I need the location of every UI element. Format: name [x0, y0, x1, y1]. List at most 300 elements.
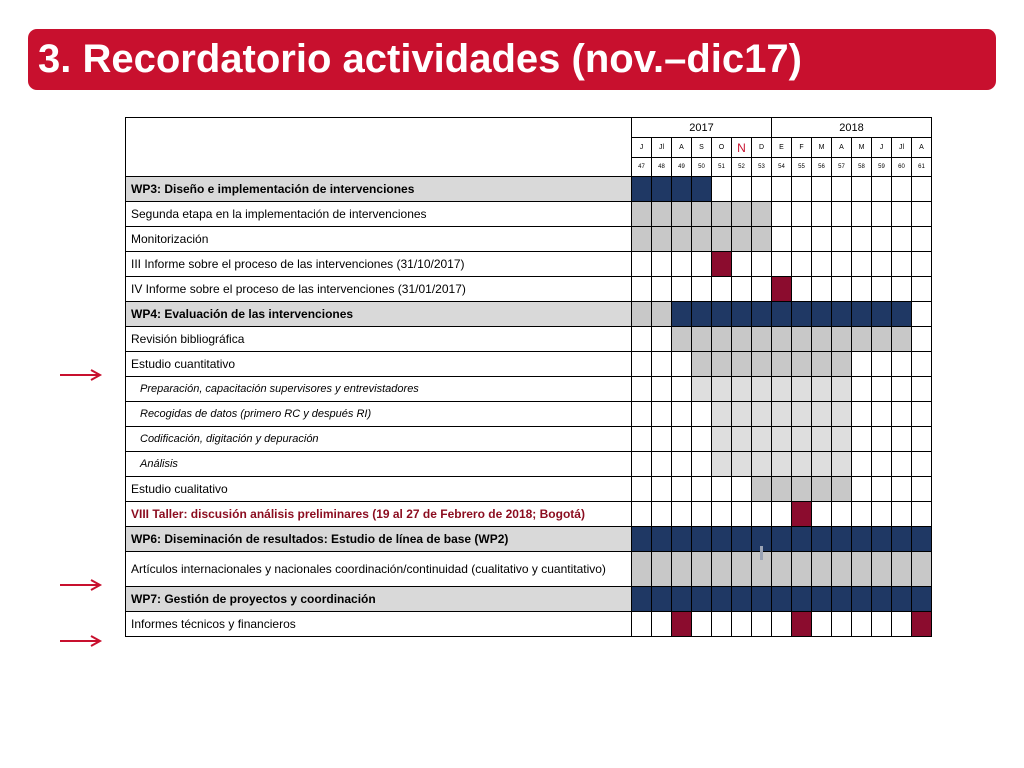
timeline-cell: [792, 502, 812, 527]
activity-row: [126, 427, 932, 452]
timeline-cell: [632, 277, 652, 302]
timeline-cell: [712, 302, 732, 327]
timeline-cell: [832, 552, 852, 587]
week-number: 48: [652, 158, 672, 177]
timeline-cell: [812, 502, 832, 527]
timeline-cell: [912, 427, 932, 452]
timeline-cell: [872, 402, 892, 427]
timeline-cell: [632, 477, 652, 502]
timeline-cell: [812, 352, 832, 377]
timeline-cell: [712, 452, 732, 477]
timeline-cell: [872, 502, 892, 527]
timeline-cell: [652, 302, 672, 327]
timeline-cell: [812, 377, 832, 402]
timeline-cell: [872, 227, 892, 252]
timeline-cell: [712, 427, 732, 452]
timeline-cell: [872, 587, 892, 612]
timeline-cell: [872, 527, 892, 552]
timeline-cell: [912, 377, 932, 402]
timeline-cell: [832, 302, 852, 327]
timeline-cell: [772, 402, 792, 427]
activity-row: [126, 477, 932, 502]
month-header: M: [852, 138, 872, 158]
timeline-cell: [812, 227, 832, 252]
timeline-cell: [912, 302, 932, 327]
work-package-row: [126, 587, 932, 612]
activity-label: Estudio cuantitativo: [126, 352, 632, 377]
timeline-cell: [672, 452, 692, 477]
timeline-cell: [652, 352, 672, 377]
timeline-cell: [692, 252, 712, 277]
timeline-cell: [672, 402, 692, 427]
arrow-estudio-cuantitativo-icon: [58, 367, 104, 383]
activity-label: III Informe sobre el proceso de las intervenciones (31/10/2017): [126, 252, 632, 277]
timeline-cell: [672, 352, 692, 377]
timeline-cell: [692, 177, 712, 202]
timeline-cell: [792, 302, 812, 327]
arrow-articulos-icon: [58, 577, 104, 593]
timeline-cell: [632, 427, 652, 452]
timeline-cell: [732, 477, 752, 502]
activity-row: [126, 202, 932, 227]
timeline-cell: [632, 587, 652, 612]
activity-label: Recogidas de datos (primero RC y después RI): [126, 402, 632, 427]
timeline-cell: [692, 402, 712, 427]
month-header: D: [752, 138, 772, 158]
timeline-cell: [792, 452, 812, 477]
timeline-cell: [632, 402, 652, 427]
timeline-cell: [892, 252, 912, 277]
timeline-cell: [752, 177, 772, 202]
activity-label: WP6: Diseminación de resultados: Estudio de línea de base (WP2): [126, 527, 632, 552]
timeline-cell: [732, 352, 752, 377]
activity-row: [126, 352, 932, 377]
activity-label: IV Informe sobre el proceso de las intervenciones (31/01/2017): [126, 277, 632, 302]
timeline-cell: [632, 502, 652, 527]
week-number: 60: [892, 158, 912, 177]
timeline-cell: [672, 587, 692, 612]
timeline-cell: [812, 402, 832, 427]
timeline-cell: [832, 502, 852, 527]
arrow-informes-icon: [58, 633, 104, 649]
timeline-cell: [872, 427, 892, 452]
timeline-cell: [912, 552, 932, 587]
timeline-cell: [712, 377, 732, 402]
timeline-cell: [652, 277, 672, 302]
timeline-cell: [732, 227, 752, 252]
timeline-cell: [832, 352, 852, 377]
header-corner: [126, 118, 632, 177]
timeline-cell: [852, 327, 872, 352]
timeline-cell: [812, 427, 832, 452]
cursor-marker: [760, 546, 763, 560]
activity-label: WP4: Evaluación de las intervenciones: [126, 302, 632, 327]
timeline-cell: [632, 302, 652, 327]
activity-label: Análisis: [126, 452, 632, 477]
timeline-cell: [772, 452, 792, 477]
timeline-cell: [752, 327, 772, 352]
timeline-cell: [872, 277, 892, 302]
timeline-cell: [772, 352, 792, 377]
timeline-cell: [892, 202, 912, 227]
timeline-cell: [892, 587, 912, 612]
timeline-cell: [832, 277, 852, 302]
timeline-cell: [912, 327, 932, 352]
month-header: A: [672, 138, 692, 158]
timeline-cell: [852, 302, 872, 327]
timeline-cell: [732, 277, 752, 302]
timeline-cell: [632, 352, 652, 377]
timeline-cell: [832, 202, 852, 227]
timeline-cell: [832, 252, 852, 277]
timeline-cell: [872, 377, 892, 402]
timeline-cell: [912, 587, 932, 612]
timeline-cell: [792, 177, 812, 202]
timeline-cell: [712, 527, 732, 552]
activity-label: Segunda etapa en la implementación de intervenciones: [126, 202, 632, 227]
timeline-cell: [772, 177, 792, 202]
week-number: 50: [692, 158, 712, 177]
timeline-cell: [672, 527, 692, 552]
timeline-cell: [812, 277, 832, 302]
activity-label: Estudio cualitativo: [126, 477, 632, 502]
page-title: 3. Recordatorio actividades (nov.–dic17): [38, 37, 802, 81]
month-header: J: [872, 138, 892, 158]
timeline-cell: [852, 202, 872, 227]
timeline-cell: [692, 527, 712, 552]
timeline-cell: [692, 227, 712, 252]
timeline-cell: [772, 527, 792, 552]
timeline-cell: [652, 252, 672, 277]
timeline-cell: [852, 177, 872, 202]
week-number: 58: [852, 158, 872, 177]
timeline-cell: [812, 552, 832, 587]
timeline-cell: [892, 612, 912, 637]
timeline-cell: [692, 327, 712, 352]
timeline-cell: [792, 202, 812, 227]
week-number: 47: [632, 158, 652, 177]
timeline-cell: [812, 612, 832, 637]
timeline-cell: [692, 427, 712, 452]
timeline-cell: [832, 327, 852, 352]
timeline-cell: [692, 277, 712, 302]
timeline-cell: [812, 202, 832, 227]
timeline-cell: [752, 612, 772, 637]
work-package-row: [126, 302, 932, 327]
timeline-cell: [892, 227, 912, 252]
timeline-cell: [772, 302, 792, 327]
timeline-cell: [792, 352, 812, 377]
activity-row: [126, 402, 932, 427]
year-header-row: [126, 118, 932, 138]
timeline-cell: [652, 327, 672, 352]
timeline-cell: [772, 252, 792, 277]
timeline-cell: [852, 352, 872, 377]
timeline-cell: [792, 427, 812, 452]
timeline-cell: [772, 377, 792, 402]
timeline-cell: [752, 302, 772, 327]
timeline-cell: [852, 402, 872, 427]
timeline-cell: [772, 277, 792, 302]
timeline-cell: [652, 227, 672, 252]
week-number: 59: [872, 158, 892, 177]
timeline-cell: [752, 427, 772, 452]
timeline-cell: [672, 612, 692, 637]
month-header: F: [792, 138, 812, 158]
timeline-cell: [712, 352, 732, 377]
timeline-cell: [912, 477, 932, 502]
timeline-cell: [892, 327, 912, 352]
month-header: M: [812, 138, 832, 158]
timeline-cell: [792, 377, 812, 402]
timeline-cell: [712, 227, 732, 252]
timeline-cell: [692, 587, 712, 612]
timeline-cell: [672, 252, 692, 277]
week-number: 55: [792, 158, 812, 177]
timeline-cell: [732, 502, 752, 527]
week-number: 61: [912, 158, 932, 177]
activity-row: [126, 252, 932, 277]
week-number: 52: [732, 158, 752, 177]
timeline-cell: [792, 252, 812, 277]
activity-label: VIII Taller: discusión análisis preliminares (19 al 27 de Febrero de 2018; Bogotá): [126, 502, 632, 527]
timeline-cell: [872, 452, 892, 477]
month-header: A: [912, 138, 932, 158]
timeline-cell: [692, 352, 712, 377]
timeline-cell: [772, 427, 792, 452]
timeline-cell: [712, 252, 732, 277]
timeline-cell: [872, 202, 892, 227]
timeline-cell: [912, 452, 932, 477]
work-package-row: [126, 177, 932, 202]
timeline-cell: [892, 477, 912, 502]
timeline-cell: [712, 502, 732, 527]
timeline-cell: [872, 252, 892, 277]
activity-label: WP7: Gestión de proyectos y coordinación: [126, 587, 632, 612]
timeline-cell: [872, 612, 892, 637]
timeline-cell: [652, 452, 672, 477]
timeline-cell: [872, 177, 892, 202]
timeline-cell: [912, 502, 932, 527]
timeline-cell: [712, 552, 732, 587]
timeline-cell: [692, 612, 712, 637]
activity-row: [126, 612, 932, 637]
timeline-cell: [832, 227, 852, 252]
activity-label: Artículos internacionales y nacionales coordinación/continuidad (cualitativo y cuantitativo): [126, 552, 632, 587]
timeline-cell: [872, 327, 892, 352]
activity-row: [126, 452, 932, 477]
timeline-cell: [752, 252, 772, 277]
timeline-cell: [812, 327, 832, 352]
timeline-cell: [632, 252, 652, 277]
timeline-cell: [652, 502, 672, 527]
timeline-cell: [812, 252, 832, 277]
timeline-cell: [752, 502, 772, 527]
timeline-cell: [792, 477, 812, 502]
activity-row: [126, 377, 932, 402]
timeline-cell: [792, 612, 812, 637]
timeline-cell: [652, 552, 672, 587]
week-number: 49: [672, 158, 692, 177]
year-header: 2017: [632, 118, 772, 138]
timeline-cell: [692, 377, 712, 402]
month-header: A: [832, 138, 852, 158]
timeline-cell: [732, 587, 752, 612]
timeline-cell: [792, 587, 812, 612]
week-number: 56: [812, 158, 832, 177]
timeline-cell: [812, 587, 832, 612]
timeline-cell: [652, 427, 672, 452]
timeline-cell: [652, 402, 672, 427]
timeline-cell: [852, 502, 872, 527]
activity-row: [126, 227, 932, 252]
timeline-cell: [672, 302, 692, 327]
timeline-cell: [672, 502, 692, 527]
timeline-cell: [912, 252, 932, 277]
timeline-cell: [652, 177, 672, 202]
timeline-cell: [732, 552, 752, 587]
timeline-cell: [912, 527, 932, 552]
timeline-cell: [632, 227, 652, 252]
timeline-cell: [752, 452, 772, 477]
timeline-cell: [772, 477, 792, 502]
timeline-cell: [632, 552, 652, 587]
month-header: J: [632, 138, 652, 158]
timeline-cell: [752, 277, 772, 302]
timeline-cell: [892, 177, 912, 202]
timeline-cell: [832, 612, 852, 637]
timeline-cell: [752, 352, 772, 377]
timeline-cell: [832, 402, 852, 427]
timeline-cell: [832, 587, 852, 612]
timeline-cell: [752, 477, 772, 502]
timeline-cell: [852, 227, 872, 252]
timeline-cell: [732, 427, 752, 452]
timeline-cell: [732, 177, 752, 202]
timeline-cell: [792, 402, 812, 427]
timeline-cell: [852, 377, 872, 402]
timeline-cell: [852, 427, 872, 452]
timeline-cell: [712, 327, 732, 352]
activity-label: Monitorización: [126, 227, 632, 252]
timeline-cell: [712, 177, 732, 202]
timeline-cell: [652, 477, 672, 502]
activity-label: Revisión bibliográfica: [126, 327, 632, 352]
timeline-cell: [912, 227, 932, 252]
timeline-cell: [712, 402, 732, 427]
activity-label: Codificación, digitación y depuración: [126, 427, 632, 452]
month-header: E: [772, 138, 792, 158]
gantt-chart: [125, 117, 932, 637]
timeline-cell: [772, 202, 792, 227]
month-header: N: [732, 138, 752, 158]
timeline-cell: [632, 612, 652, 637]
activity-label: Informes técnicos y financieros: [126, 612, 632, 637]
timeline-cell: [752, 227, 772, 252]
timeline-cell: [672, 227, 692, 252]
timeline-cell: [692, 552, 712, 587]
timeline-cell: [772, 552, 792, 587]
timeline-cell: [672, 477, 692, 502]
timeline-cell: [732, 402, 752, 427]
timeline-cell: [852, 552, 872, 587]
timeline-cell: [872, 552, 892, 587]
timeline-cell: [812, 527, 832, 552]
timeline-cell: [892, 402, 912, 427]
timeline-cell: [912, 177, 932, 202]
timeline-cell: [632, 527, 652, 552]
timeline-cell: [752, 587, 772, 612]
timeline-cell: [852, 277, 872, 302]
timeline-cell: [852, 612, 872, 637]
timeline-cell: [832, 477, 852, 502]
timeline-cell: [852, 527, 872, 552]
timeline-cell: [832, 527, 852, 552]
timeline-cell: [892, 552, 912, 587]
timeline-cell: [872, 352, 892, 377]
timeline-cell: [752, 202, 772, 227]
timeline-cell: [852, 452, 872, 477]
timeline-cell: [752, 377, 772, 402]
activity-label: Preparación, capacitación supervisores y entrevistadores: [126, 377, 632, 402]
timeline-cell: [892, 427, 912, 452]
timeline-cell: [672, 327, 692, 352]
timeline-cell: [892, 502, 912, 527]
timeline-cell: [772, 502, 792, 527]
timeline-cell: [912, 352, 932, 377]
month-header: O: [712, 138, 732, 158]
timeline-cell: [772, 227, 792, 252]
timeline-cell: [712, 477, 732, 502]
timeline-cell: [672, 552, 692, 587]
timeline-cell: [772, 587, 792, 612]
work-package-row: [126, 527, 932, 552]
activity-row: [126, 552, 932, 587]
timeline-cell: [912, 202, 932, 227]
timeline-cell: [732, 202, 752, 227]
timeline-cell: [812, 477, 832, 502]
timeline-cell: [832, 427, 852, 452]
timeline-cell: [652, 587, 672, 612]
month-header: Jl: [652, 138, 672, 158]
timeline-cell: [672, 427, 692, 452]
timeline-cell: [892, 277, 912, 302]
timeline-cell: [812, 452, 832, 477]
timeline-cell: [832, 177, 852, 202]
timeline-cell: [892, 377, 912, 402]
timeline-cell: [912, 612, 932, 637]
timeline-cell: [652, 202, 672, 227]
timeline-cell: [632, 377, 652, 402]
timeline-cell: [732, 452, 752, 477]
activity-label: WP3: Diseño e implementación de intervenciones: [126, 177, 632, 202]
timeline-cell: [892, 527, 912, 552]
timeline-cell: [892, 352, 912, 377]
timeline-cell: [732, 327, 752, 352]
timeline-cell: [672, 177, 692, 202]
timeline-cell: [812, 302, 832, 327]
timeline-cell: [892, 452, 912, 477]
timeline-cell: [692, 477, 712, 502]
timeline-cell: [792, 527, 812, 552]
timeline-cell: [832, 452, 852, 477]
activity-row: [126, 277, 932, 302]
timeline-cell: [712, 202, 732, 227]
timeline-cell: [792, 227, 812, 252]
timeline-cell: [632, 177, 652, 202]
timeline-cell: [692, 452, 712, 477]
timeline-cell: [712, 277, 732, 302]
